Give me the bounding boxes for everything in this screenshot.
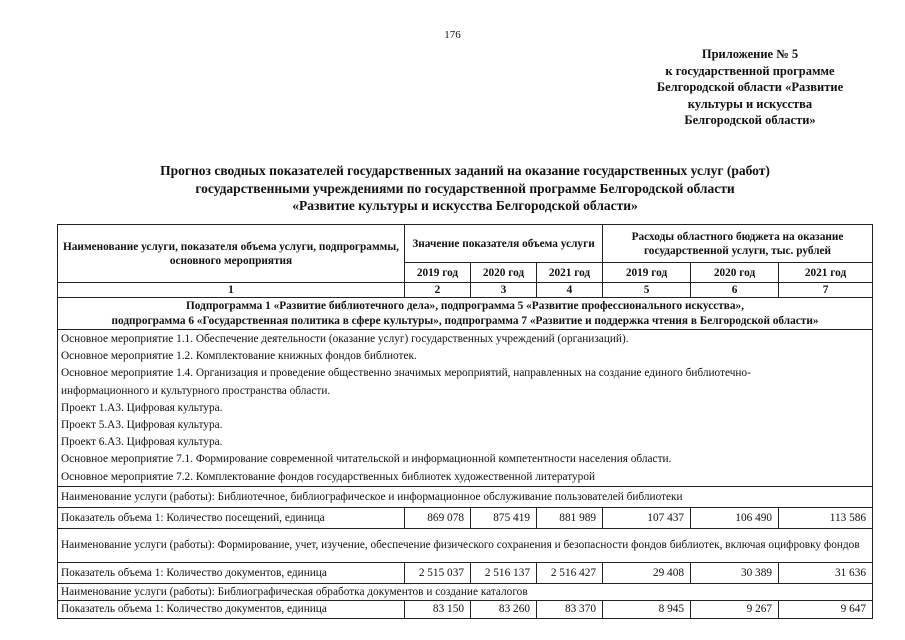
activity-item: Основное мероприятие 1.1. Обеспечение деятельности (оказание услуг) государственных учреждений (организаций).: [61, 333, 629, 345]
value-cell: 9 267: [691, 600, 779, 618]
value-cell: 881 989: [537, 507, 603, 528]
value-cell: 8 945: [603, 600, 691, 618]
title-line: «Развитие культуры и искусства Белгородской области»: [292, 198, 638, 213]
value-cell: 869 078: [405, 507, 471, 528]
subprogram-line: подпрограмма 6 «Государственная политика в сфере культуры», подпрограмма 7 «Развитие и поддержка чтения в Белгородской области»: [111, 314, 819, 327]
activity-item: Проект 5.А3. Цифровая культура.: [61, 419, 223, 432]
year-header: 2021 год: [537, 263, 603, 283]
appendix-line: Белгородской области»: [684, 113, 816, 127]
service-name: Наименование услуги (работы): Библиографическая обработка документов и создание каталогов: [58, 583, 873, 600]
value-cell: 2 516 137: [471, 562, 537, 583]
value-cell: 83 260: [471, 600, 537, 618]
value-cell: 875 419: [471, 507, 537, 528]
column-number: 5: [603, 283, 691, 298]
subprogram-row: [58, 298, 873, 330]
column-number: 7: [779, 283, 873, 298]
value-cell: 2 515 037: [405, 562, 471, 583]
activity-item: Основное мероприятие 1.4. Организация и проведение общественно значимых мероприятий, направленных на создание единого библиотечно-: [61, 367, 751, 380]
appendix-line: культуры и искусства: [687, 96, 813, 111]
value-cell: 9 647: [779, 600, 873, 618]
value-cell: 106 490: [691, 507, 779, 528]
table-row: [58, 507, 873, 528]
value-cell: 113 586: [779, 507, 873, 528]
indicator-label: Показатель объема 1: Количество посещений, единица: [58, 507, 405, 528]
indicator-label: Показатель объема 1: Количество документов, единица: [58, 562, 405, 583]
header-service-name: Наименование услуги, показателя объема услуги, подпрограммы, основного мероприятия: [58, 225, 405, 283]
year-header: 2020 год: [691, 263, 779, 283]
service-name: Наименование услуги (работы): Библиотечное, библиографическое и информационное обслуживание пользователей библиотеки: [58, 486, 873, 507]
column-number: 2: [405, 283, 471, 298]
activities-cell: [58, 330, 873, 487]
title-line: государственными учреждениями по государственной программе Белгородской области: [195, 180, 735, 196]
column-number: 1: [58, 283, 405, 298]
service-name: Наименование услуги (работы): Формирование, учет, изучение, обеспечение физического сохранения и безопасности фондов библиотек, включая оцифровку фондов: [58, 528, 873, 562]
subprogram-line: Подпрограмма 1 «Развитие библиотечного дела», подпрограмма 5 «Развитие профессионального искусства»,: [186, 300, 745, 312]
value-cell: 83 150: [405, 600, 471, 618]
activity-item: Проект 1.А3. Цифровая культура.: [61, 401, 223, 414]
header-budget-expenses: Расходы областного бюджета на оказание государственной услуги, тыс. рублей: [603, 225, 873, 263]
value-cell: 30 389: [691, 562, 779, 583]
activity-item: Основное мероприятие 7.2. Комплектование фондов государственных библиотек художественной литературой: [61, 470, 596, 483]
activity-item: Основное мероприятие 1.2. Комплектование книжных фондов библиотек.: [61, 350, 417, 363]
document-title: [60, 162, 870, 215]
activity-item: Проект 6.А3. Цифровая культура.: [61, 436, 223, 449]
page-number: 176: [444, 29, 461, 41]
forecast-table: [57, 224, 873, 619]
column-number: 3: [471, 283, 537, 298]
value-cell: 83 370: [537, 600, 603, 618]
appendix-line: Белгородской области «Развитие: [656, 80, 844, 94]
year-header: 2021 год: [779, 263, 873, 283]
indicator-label: Показатель объема 1: Количество документов, единица: [58, 600, 405, 618]
table-row: [58, 600, 873, 618]
table-row: [58, 562, 873, 583]
year-header: 2019 год: [603, 263, 691, 283]
value-cell: 2 516 427: [537, 562, 603, 583]
appendix-line: к государственной программе: [665, 63, 835, 78]
header-indicator-value: Значение показателя объема услуги: [405, 225, 603, 263]
appendix-line: Приложение № 5: [701, 47, 799, 61]
title-line: Прогноз сводных показателей государственных заданий на оказание государственных услуг (работ): [160, 163, 770, 178]
appendix-block: [600, 46, 900, 129]
column-number: 6: [691, 283, 779, 298]
activity-item: информационного и культурного пространства области.: [61, 384, 331, 397]
value-cell: 31 636: [779, 562, 873, 583]
year-header: 2019 год: [405, 263, 471, 283]
column-number: 4: [537, 283, 603, 298]
activity-item: Основное мероприятие 7.1. Формирование современной читательской и информационной компетентности населения области.: [61, 453, 672, 466]
value-cell: 29 408: [603, 562, 691, 583]
year-header: 2020 год: [471, 263, 537, 283]
value-cell: 107 437: [603, 507, 691, 528]
